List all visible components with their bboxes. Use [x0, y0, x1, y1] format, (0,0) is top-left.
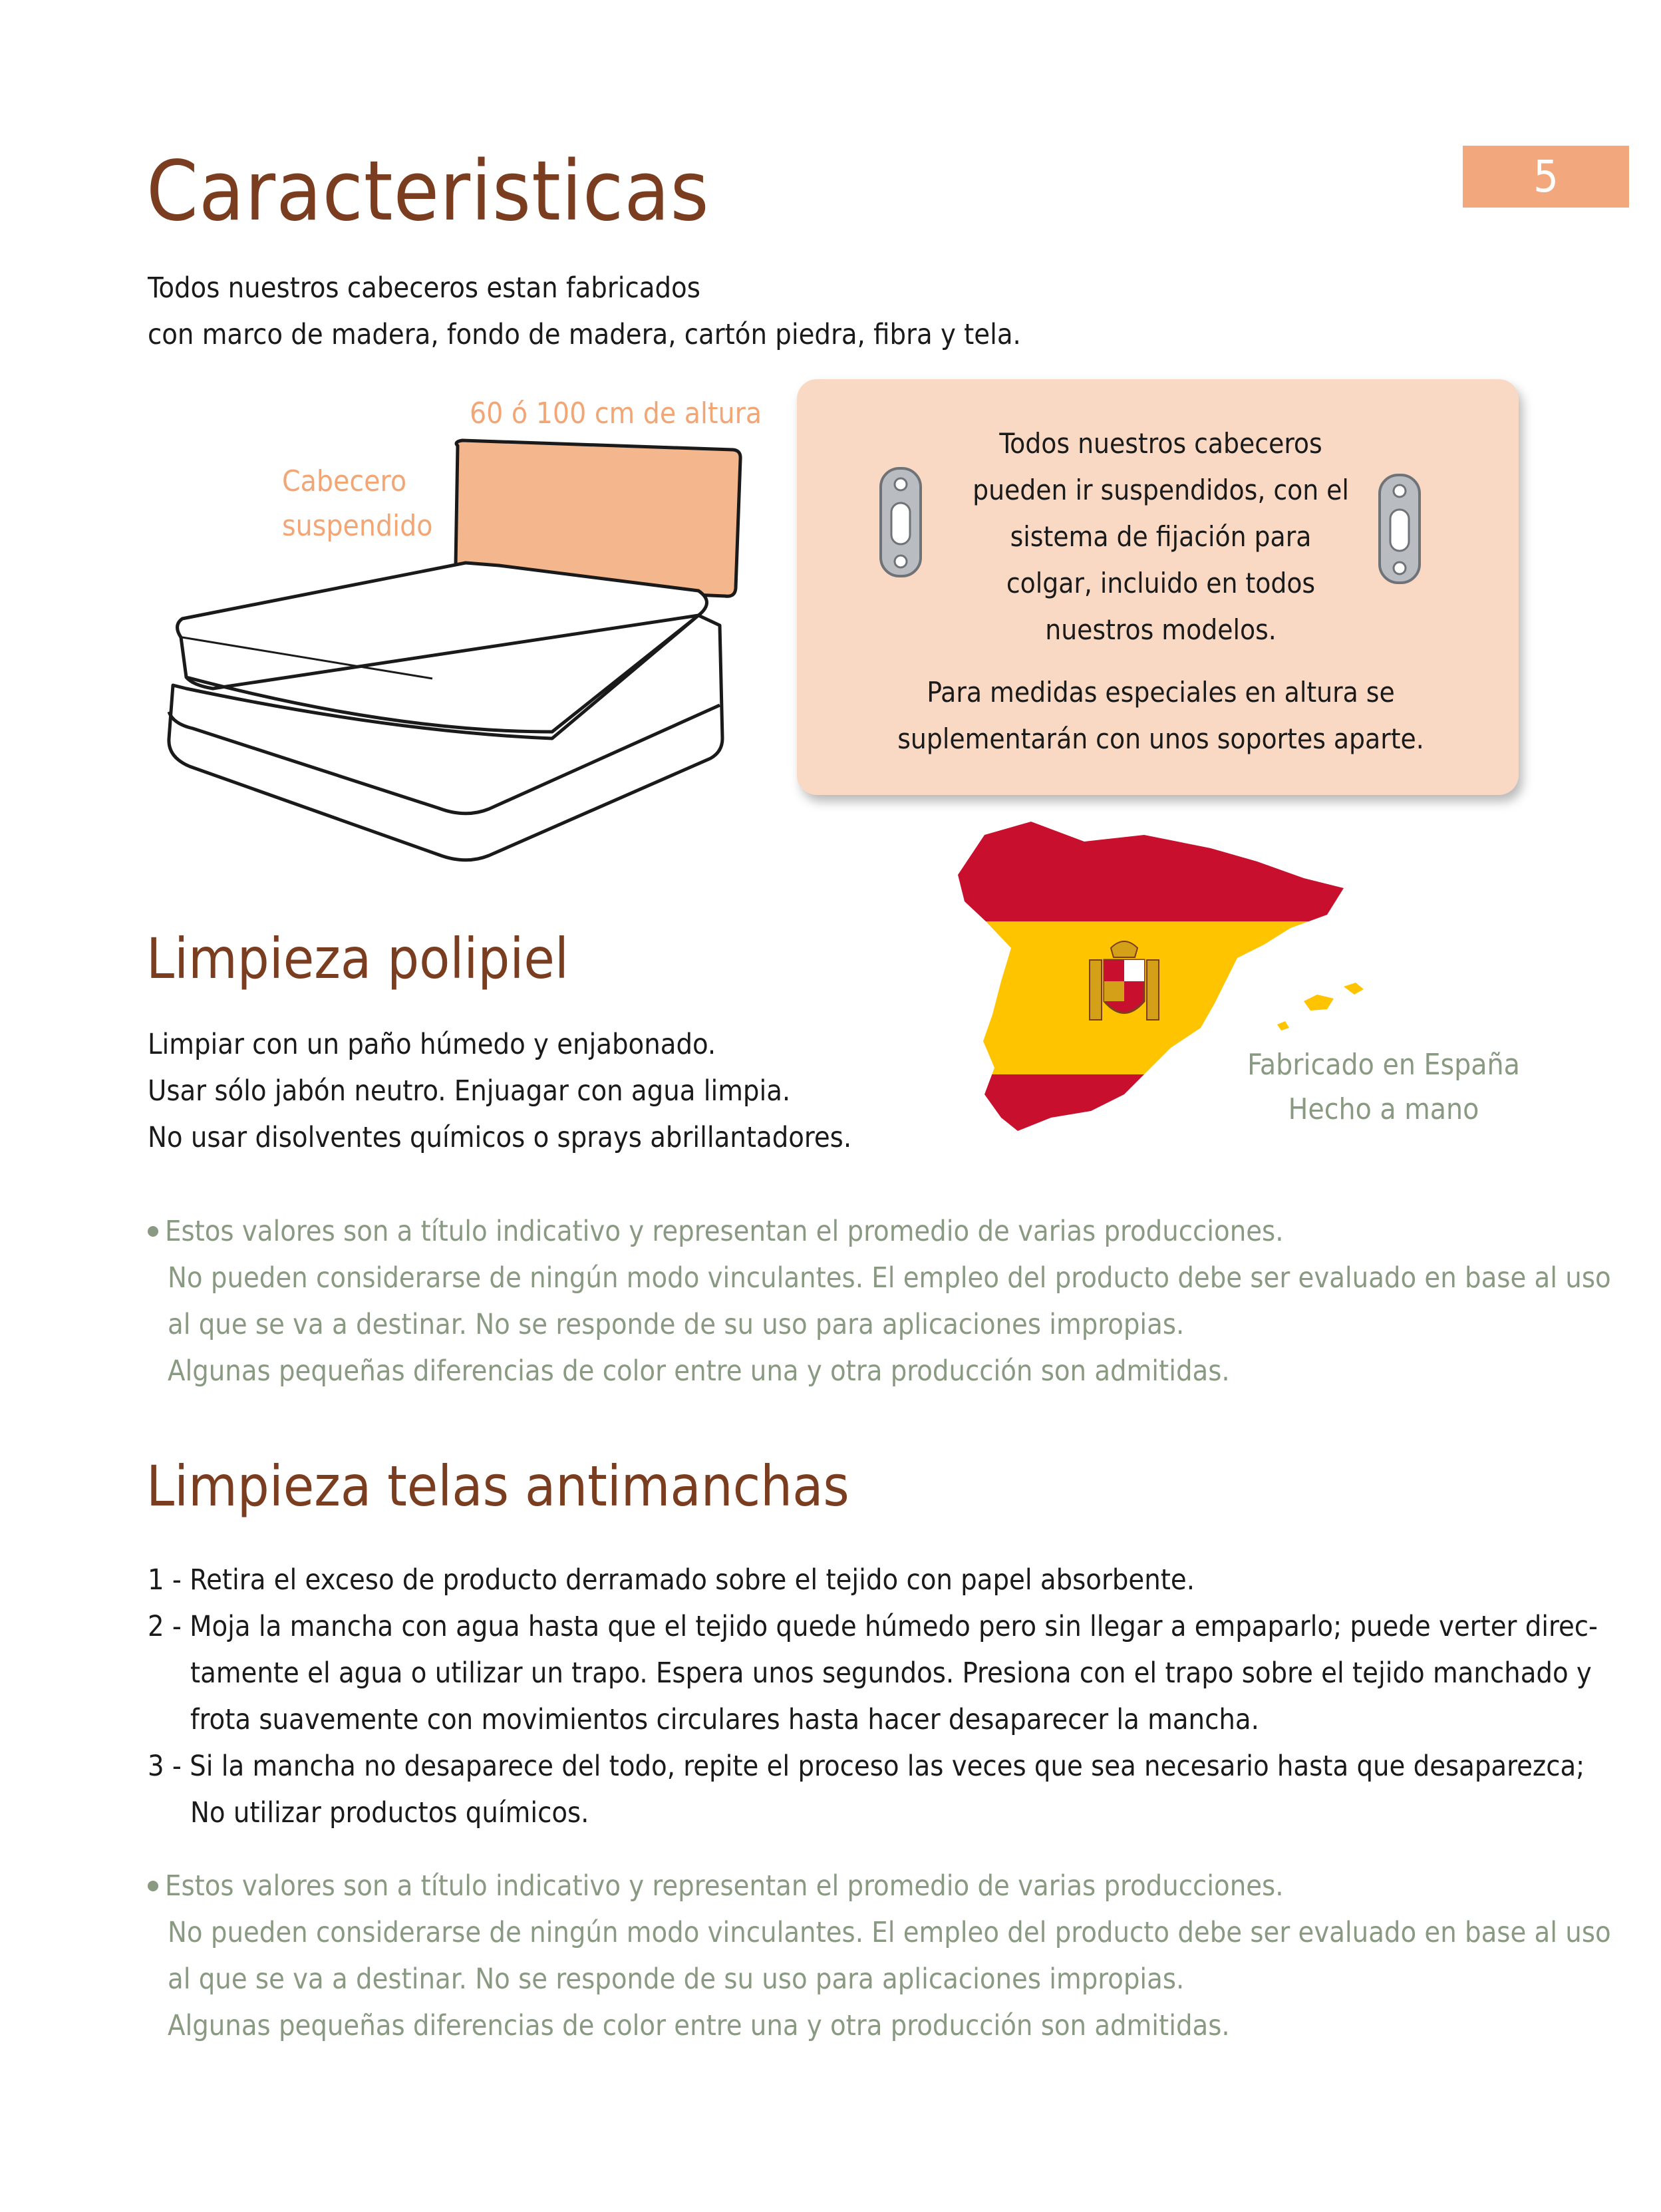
mattress-top — [177, 563, 706, 689]
handmade-label: Hecho a mano — [1288, 1092, 1479, 1126]
bullet-icon — [148, 1881, 158, 1891]
polipiel-title: Limpieza polipiel — [146, 926, 569, 991]
info-extra-line-2: suplementarán con unos soportes aparte. — [897, 722, 1424, 755]
info-extra-line-1: Para medidas especiales en altura se — [927, 676, 1395, 709]
polipiel-line-1: Limpiar con un paño húmedo y enjabonado. — [148, 1028, 716, 1061]
balearic-islands — [1304, 995, 1334, 1011]
disclaimer2-line-2: No pueden considerarse de ningún modo vinculantes. El empleo del producto debe ser evaluado en base al uso — [168, 1916, 1611, 1949]
page-number-badge: 5 — [1463, 146, 1629, 208]
info-line-3: sistema de fijación para — [1010, 520, 1312, 553]
step-2-cont-1: tamente el agua o utilizar un trapo. Espera unos segundos. Presiona con el trapo sobre el tejido manchado y — [190, 1657, 1592, 1690]
intro-line-2: con marco de madera, fondo de madera, cartón piedra, fibra y tela. — [148, 318, 1021, 351]
disclaimer-line-1: Estos valores son a título indicativo y representan el promedio de varias producciones. — [148, 1208, 1283, 1255]
bed-illustration — [153, 426, 752, 865]
headboard-label-line-1: Cabecero — [282, 464, 407, 498]
made-in-spain-label: Fabricado en España — [1247, 1048, 1520, 1082]
step-2: 2 - Moja la mancha con agua hasta que el tejido quede húmedo pero sin llegar a empaparlo; puede verter direc- — [148, 1610, 1598, 1643]
height-label: 60 ó 100 cm de altura — [470, 396, 762, 430]
info-line-1: Todos nuestros cabeceros — [999, 427, 1322, 460]
disclaimer-line-3: al que se va a destinar. No se responde de su uso para aplicaciones impropias. — [168, 1308, 1185, 1341]
headboard-label-line-2: suspendido — [282, 509, 433, 543]
info-line-2: pueden ir suspendidos, con el — [973, 474, 1349, 506]
page-title: Caracteristicas — [146, 144, 710, 239]
hanging-bracket-icon — [877, 466, 925, 579]
antimanchas-title: Limpieza telas antimanchas — [146, 1454, 849, 1519]
bullet-icon — [148, 1226, 158, 1237]
hanging-bracket-icon — [1376, 472, 1424, 585]
disclaimer2-line-3: al que se va a destinar. No se responde de su uso para aplicaciones impropias. — [168, 1963, 1185, 1996]
step-1: 1 - Retira el exceso de producto derramado sobre el tejido con papel absorbente. — [148, 1563, 1195, 1597]
step-3: 3 - Si la mancha no desaparece del todo, repite el proceso las veces que sea necesario hasta que desaparezca; — [148, 1750, 1585, 1783]
polipiel-line-2: Usar sólo jabón neutro. Enjuagar con agua limpia. — [148, 1074, 791, 1108]
disclaimer-line-2: No pueden considerarse de ningún modo vinculantes. El empleo del producto debe ser evaluado en base al uso — [168, 1261, 1611, 1295]
step-2-cont-2: frota suavemente con movimientos circulares hasta hacer desaparecer la mancha. — [190, 1703, 1259, 1736]
info-line-5: nuestros modelos. — [1045, 613, 1277, 646]
disclaimer-line-4: Algunas pequeñas diferencias de color entre una y otra producción son admitidas. — [168, 1354, 1230, 1388]
polipiel-line-3: No usar disolventes químicos o sprays abrillantadores. — [148, 1121, 852, 1154]
step-3-cont: No utilizar productos químicos. — [190, 1796, 589, 1829]
disclaimer2-line-4: Algunas pequeñas diferencias de color entre una y otra producción son admitidas. — [168, 2009, 1230, 2042]
disclaimer2-line-1: Estos valores son a título indicativo y representan el promedio de varias producciones. — [148, 1863, 1283, 1909]
info-line-4: colgar, incluido en todos — [1006, 567, 1316, 599]
intro-line-1: Todos nuestros cabeceros estan fabricados — [148, 271, 700, 305]
